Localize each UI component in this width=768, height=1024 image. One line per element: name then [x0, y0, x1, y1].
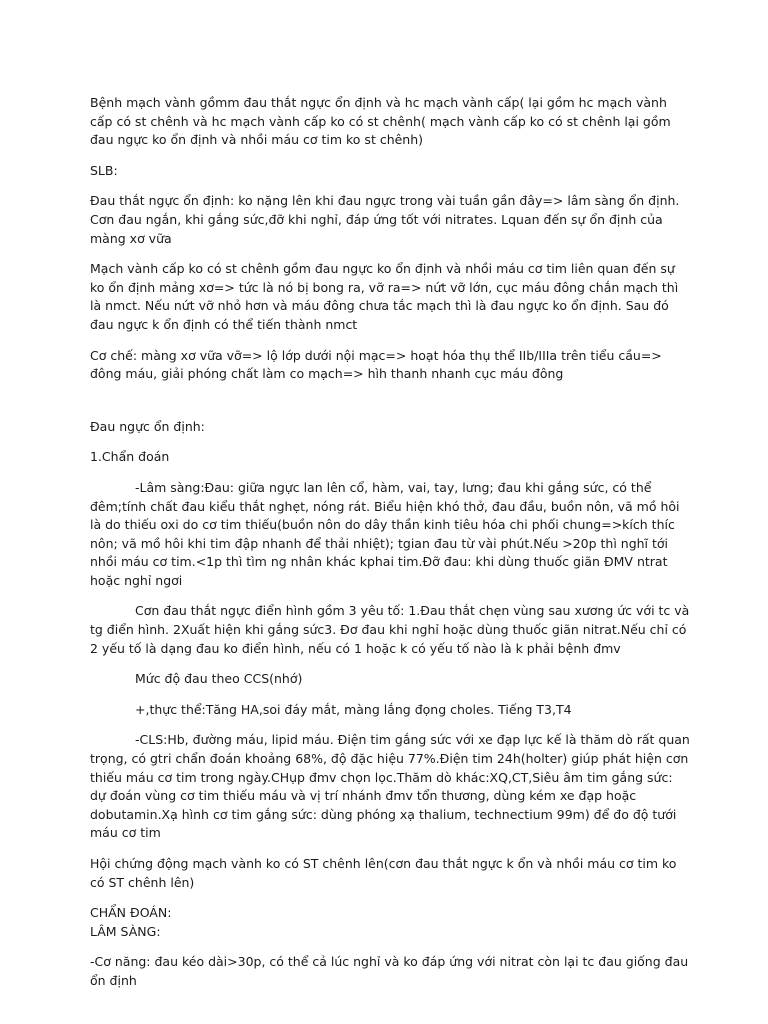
- heading-diagnosis: 1.Chẩn đoán: [90, 449, 170, 465]
- paragraph-slb: SLB:: [90, 162, 118, 178]
- paragraph-co-nang: -Cơ năng: đau kéo dài>30p, có thể cả lúc nghỉ và ko đáp ứng với nitrat còn lại tc đau giống đau ổn định: [90, 954, 689, 988]
- paragraph-ccs: Mức độ đau theo CCS(nhớ): [135, 671, 303, 687]
- paragraph-acute-no-st: Mạch vành cấp ko có st chênh gồm đau ngực ko ổn định và nhồi máu cơ tim liên quan đến sự ko ổn định mảng xơ=> tức là nó bị bong ra, vỡ ra=> nứt vỡ lớn, cục máu đông chắn mạch thì là nmct. Nếu nứt vỡ nhỏ hơn và máu đông chưa tắc mạch thì là đau ngực ko ổn định. Sau đó đau ngực k ổn định có thể tiến thành nmct: [90, 261, 679, 332]
- paragraph-acs-no-st: Hội chứng động mạch vành ko có ST chênh lên(cơn đau thắt ngực k ổn và nhồi máu cơ tim ko có ST chênh lên): [90, 856, 677, 890]
- paragraph-intro: Bệnh mạch vành gồmm đau thắt ngực ổn định và hc mạch vành cấp( lại gồm hc mạch vành cấp có st chênh và hc mạch vành cấp ko có st chênh( mạch vành cấp ko có st chênh lại gồm đau ngực ko ổn định và nhồi máu cơ tim ko st chênh): [90, 95, 671, 148]
- paragraph-stable-angina: Đau thắt ngực ổn định: ko nặng lên khi đau ngực trong vài tuần gần đây=> lâm sàng ổn định. Cơn đau ngắn, khi gắng sức,đỡ khi nghỉ, đáp ứng tốt với nitrates. Lquan đến sự ổn định của màng xơ vữa: [90, 193, 680, 246]
- paragraph-mechanism: Cơ chế: màng xơ vữa vỡ=> lộ lớp dưới nội mạc=> hoạt hóa thụ thể IIb/IIIa trên tiểu cầu=> đông máu, giải phóng chất làm co mạch=> hìh thanh nhanh cục máu đông: [90, 347, 662, 382]
- heading-lam-sang: LÂM SÀNG:: [90, 923, 161, 939]
- paragraph-cls: -CLS:Hb, đường máu, lipid máu. Điện tim gắng sức với xe đạp lực kế là thăm dò rất quan trọng, có gtri chẩn đoán khoảng 68%, độ đặc hiệu 77%.Điện tim 24h(holter) giúp phát hiện cơn thiếu máu cơ tim trong ngày.CHụp đmv chọn lọc.Thăm dò khác:XQ,CT,Siêu âm tim gắng sức: dự đoán vùng cơ tim thiếu máu và vị trí nhánh đmv tổn thương, dùng kém xe đạp hoặc dobutamin.Xạ hình cơ tim gắng sức: dùng phóng xạ thalium, technectium 99m) để đo độ tưới máu cơ tim: [90, 732, 690, 841]
- heading-chan-doan: CHẨN ĐOÁN:: [90, 905, 172, 921]
- heading-stable-angina: Đau ngực ổn định:: [90, 418, 205, 434]
- paragraph-typical-angina: Cơn đau thắt ngực điển hình gồm 3 yêu tố: 1.Đau thắt chẹn vùng sau xương ức với tc và tg điển hình. 2Xuất hiện khi gắng sức3. Đơ đau khi nghỉ hoặc dùng thuốc giãn nitrat.Nếu chỉ có 2 yếu tố là dạng đau ko điển hình, nếu có 1 hoặc k có yếu tố nào là k phải bệnh đmv: [90, 603, 690, 656]
- paragraph-physical: +,thực thể:Tăng HA,soi đáy mắt, màng lắng đọng choles. Tiếng T3,T4: [135, 701, 572, 717]
- paragraph-clinical: -Lâm sàng:Đau: giữa ngực lan lên cổ, hàm, vai, tay, lưng; đau khi gắng sức, có thể đêm;tính chất đau kiểu thắt nghẹt, nóng rát. Biểu hiện khó thở, đau đầu, buồn nôn, vã mồ hôi là do thiếu oxi do cơ tim thiếu(buồn nôn do dây thần kinh tiêu hóa chi phối chung=>kích thíc nôn; vã mồ hôi khi tim đập nhanh để thải nhiệt); tgian đau từ vài phút.Nếu >20p thì nghĩ tới nhồi máu cơ tim.<1p thì tìm ng nhân khác kphai tim.Đỡ đau: khi dùng thuốc giãn ĐMV ntrat hoặc nghỉ ngơi: [90, 479, 680, 588]
